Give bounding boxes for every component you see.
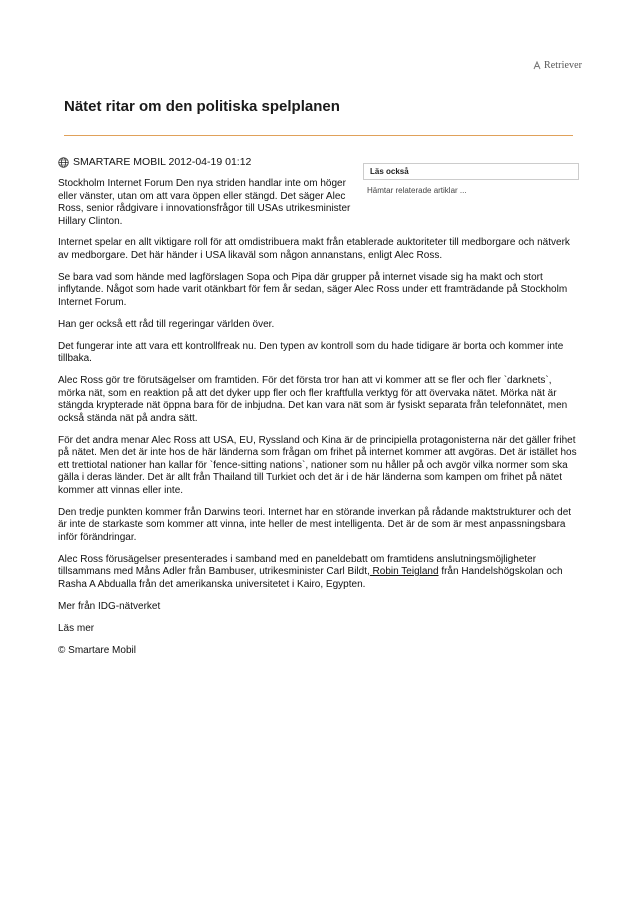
paragraph-text: Alec Ross förusägelser presenterades i samband med en paneldebatt om framtidens anslutningsmöjligheter tillsammans med Måns Adler från Bambuser, utrikesminister Carl Bildt,: [58, 553, 537, 577]
globe-icon: [58, 157, 69, 168]
article-body: [58, 237, 582, 667]
article-paragraph: Alec Ross gör tre förutsägelser om framtiden. För det första tror han att vi kommer att se fler och fler `darknets`, mörka nät, som en reaktion på att det dyker upp fler och fler kraftfulla verktyg för att övervaka nätet. Mörka nät är stängda krypterade nät öppna bara för de inbjudna. Det kan vara nät som är fysiskt separata från telefonnätet, men också stända nät på andra sätt.: [58, 375, 568, 424]
article-paragraph: Den tredje punkten kommer från Darwins teori. Internet har en störande inverkan på rådande maktstrukturer och det är inte de starkaste som kommer att vinna, inte heller de mest intelligenta. Det är de som är mest anpassningsbara inför förändringar.: [58, 506, 572, 543]
article-intro: Stockholm Internet Forum Den nya striden handlar inte om höger eller vänster, utan om att vara öppen eller stängd. Det säger Alec Ross, senior rådgivare i innovationsfrågor till USAs utrikesminister Hillary Clinton.: [58, 178, 351, 227]
article-paragraph: Han ger också ett råd till regeringar världen över.: [58, 318, 275, 330]
article-source-line: [58, 156, 251, 169]
related-articles-box: [363, 163, 579, 180]
retriever-logo-icon: [533, 61, 541, 70]
article-paragraph: Se bara vad som hände med lagförslagen Sopa och Pipa där grupper på internet visade sig ha makt och stort inflytande. Något som hade varit otänkbart för fem år sedan, säger Alec Ross under ett framträdande på Stockholm Internet Forum.: [58, 271, 568, 308]
related-articles-title: Läs också: [370, 167, 409, 176]
article-paragraph: [58, 554, 582, 592]
title-divider: [64, 135, 573, 136]
more-from-idg: Mer från IDG-nätverket: [58, 600, 161, 612]
article-paragraph: Internet spelar en allt viktigare roll för att omdistribuera makt från etablerade auktoriteter till medborgare och nätverk av medborgare. Det här händer i USA likaväl som någon annanstans, enligt Alec Ross.: [58, 237, 570, 261]
article-paragraph: För det andra menar Alec Ross att USA, EU, Ryssland och Kina är de principiella protagonisterna när det gäller frihet på nätet. Men det är inte hos de här länderna som frågan om frihet på internet kommer att avgöras. Det är istället hos ett trettiotal nationer han kallar för `fence-sitting nations`, nationer som nu håller på och avgör vilka normer som ska gälla i deras länder. Det är allt från Thailand till Turkiet och det är i de här länderna som kampen om frihet på nätet kommer att vinnas eller inte.: [58, 434, 577, 496]
read-more: Läs mer: [58, 622, 95, 634]
article-title: Nätet ritar om den politiska spelplanen: [64, 98, 340, 115]
article-paragraph: Det fungerar inte att vara ett kontrollfreak nu. Den typen av kontroll som du hade tidigare är borta och kommer inte tillbaka.: [58, 340, 564, 364]
retriever-logo: [533, 58, 585, 72]
paragraph-text: från Handelshögskolan och Rasha A Abdualla från det amerikanska universitetet i Kairo, Egypten.: [58, 566, 563, 590]
retriever-logo-text: Retriever: [544, 59, 583, 71]
copyright: © Smartare Mobil: [58, 644, 136, 656]
related-articles-loading: Hämtar relaterade artiklar ...: [367, 186, 467, 195]
robin-teigland-link[interactable]: Robin Teigland: [369, 566, 439, 577]
article-source: SMARTARE MOBIL 2012-04-19 01:12: [73, 156, 252, 168]
